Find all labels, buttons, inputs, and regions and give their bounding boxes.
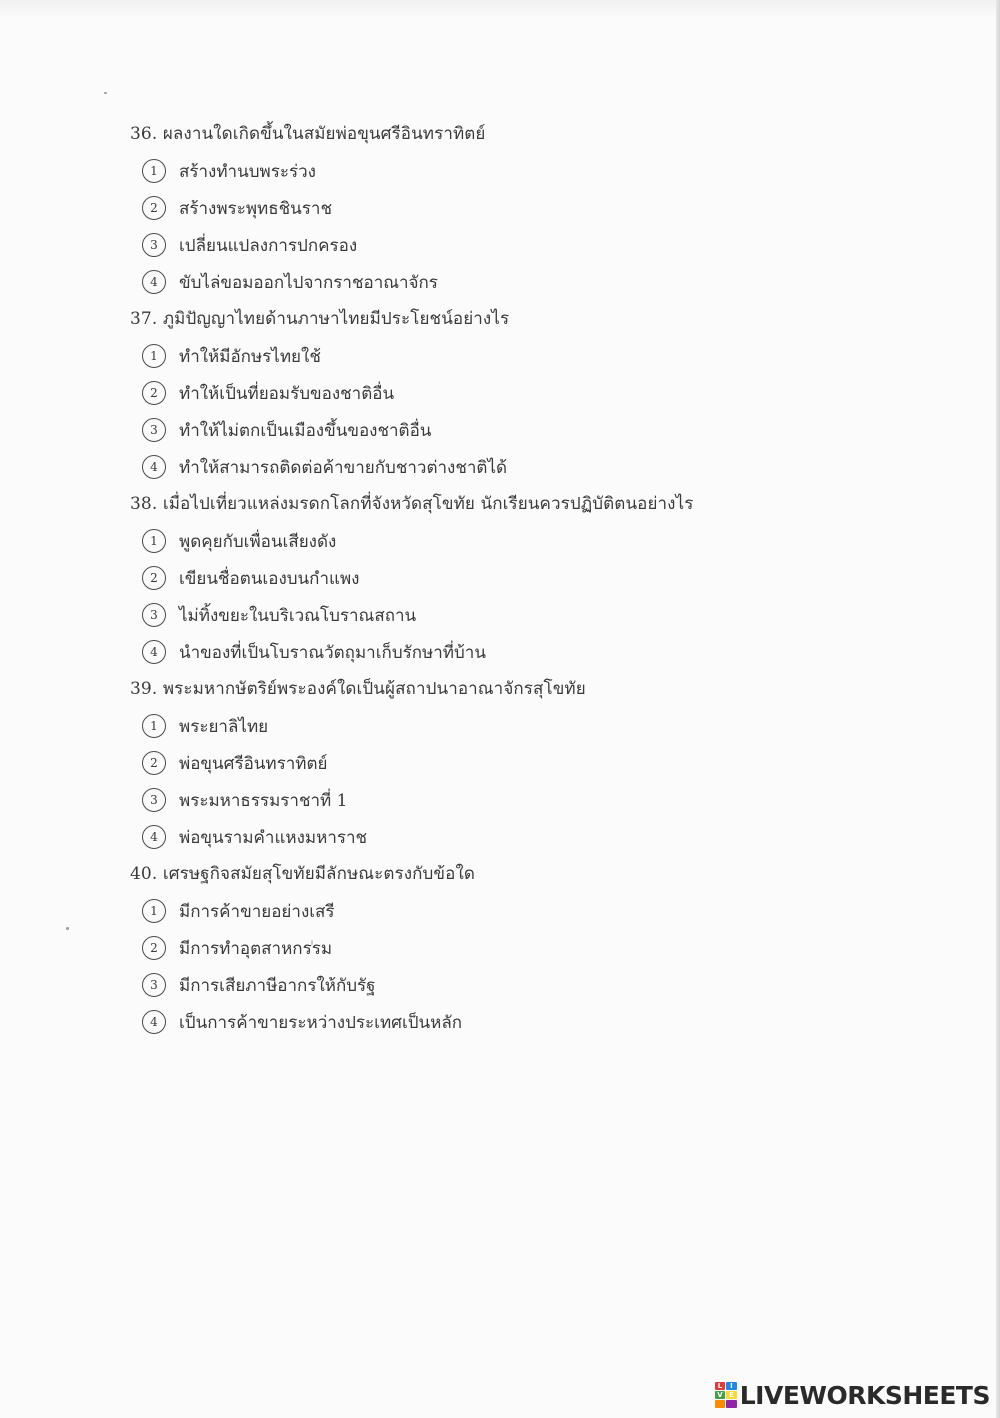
option-number-circle[interactable]: 1 xyxy=(142,529,166,553)
question-text: 37. ภูมิปัญญาไทยด้านภาษาไทยมีประโยชน์อย่างไร xyxy=(130,309,510,329)
option-text: มีการทำอุตสาหกรรม xyxy=(179,938,333,959)
logo-tile: V xyxy=(715,1391,726,1399)
option-number-circle[interactable]: 4 xyxy=(142,455,166,479)
answer-option[interactable] xyxy=(130,270,850,294)
question-36 xyxy=(130,122,850,294)
option-number-circle[interactable]: 3 xyxy=(142,973,166,997)
option-text: ทำให้เป็นที่ยอมรับของชาติอื่น xyxy=(179,383,395,404)
option-number-circle[interactable]: 3 xyxy=(142,603,166,627)
option-text: นำของที่เป็นโบราณวัตถุมาเก็บรักษาที่บ้าน xyxy=(179,642,486,663)
option-text: พ่อขุนศรีอินทราทิตย์ xyxy=(179,753,328,774)
scan-right-edge xyxy=(996,0,1000,1418)
option-text: ขับไล่ขอมออกไปจากราชอาณาจักร xyxy=(179,272,438,293)
logo-tile xyxy=(715,1400,726,1408)
option-number-circle[interactable]: 2 xyxy=(142,566,166,590)
option-text: สร้างทำนบพระร่วง xyxy=(179,161,316,182)
option-number-circle[interactable]: 1 xyxy=(142,899,166,923)
answer-options xyxy=(130,344,850,479)
brand-name: LIVEWORKSHEETS xyxy=(739,1380,990,1410)
logo-tile xyxy=(726,1400,737,1408)
answer-option[interactable] xyxy=(130,418,850,442)
question-text: 36. ผลงานใดเกิดขึ้นในสมัยพ่อขุนศรีอินทราทิตย์ xyxy=(130,124,486,144)
answer-option[interactable] xyxy=(130,640,850,664)
answer-options xyxy=(130,159,850,294)
answer-option[interactable] xyxy=(130,381,850,405)
question-text: 38. เมื่อไปเที่ยวแหล่งมรดกโลกที่จังหวัดสุโขทัย นักเรียนควรปฏิบัติตนอย่างไร xyxy=(130,494,694,514)
answer-options xyxy=(130,529,850,664)
liveworksheets-watermark xyxy=(715,1380,990,1410)
option-text: เป็นการค้าขายระหว่างประเทศเป็นหลัก xyxy=(179,1012,463,1033)
option-number-circle[interactable]: 1 xyxy=(142,159,166,183)
option-number-circle[interactable]: 2 xyxy=(142,936,166,960)
option-text: เปลี่ยนแปลงการปกครอง xyxy=(179,235,358,256)
answer-option[interactable] xyxy=(130,825,850,849)
option-text: ทำให้มีอักษรไทยใช้ xyxy=(179,346,321,367)
answer-option[interactable] xyxy=(130,973,850,997)
option-text: มีการค้าขายอย่างเสรี xyxy=(179,901,335,922)
answer-options xyxy=(130,899,850,1034)
scan-speck xyxy=(104,92,107,94)
option-text: ไม่ทิ้งขยะในบริเวณโบราณสถาน xyxy=(179,605,417,626)
answer-option[interactable] xyxy=(130,529,850,553)
answer-option[interactable] xyxy=(130,899,850,923)
option-number-circle[interactable]: 2 xyxy=(142,751,166,775)
answer-option[interactable] xyxy=(130,159,850,183)
question-40 xyxy=(130,862,850,1034)
option-number-circle[interactable]: 2 xyxy=(142,381,166,405)
option-number-circle[interactable]: 2 xyxy=(142,196,166,220)
scan-top-shade xyxy=(0,0,1000,18)
logo-tile: L xyxy=(715,1382,726,1390)
answer-options xyxy=(130,714,850,849)
answer-option[interactable] xyxy=(130,751,850,775)
answer-option[interactable] xyxy=(130,1010,850,1034)
answer-option[interactable] xyxy=(130,566,850,590)
question-text: 39. พระมหากษัตริย์พระองค์ใดเป็นผู้สถาปนาอาณาจักรสุโขทัย xyxy=(130,679,586,699)
question-37 xyxy=(130,307,850,479)
option-text: ทำให้ไม่ตกเป็นเมืองขึ้นของชาติอื่น xyxy=(179,420,432,441)
scan-speck xyxy=(66,927,69,930)
answer-option[interactable] xyxy=(130,455,850,479)
worksheet xyxy=(130,122,850,1047)
option-number-circle[interactable]: 4 xyxy=(142,825,166,849)
liveworksheets-logo-icon xyxy=(715,1382,737,1408)
answer-option[interactable] xyxy=(130,788,850,812)
question-39 xyxy=(130,677,850,849)
option-number-circle[interactable]: 4 xyxy=(142,270,166,294)
question-38 xyxy=(130,492,850,664)
answer-option[interactable] xyxy=(130,344,850,368)
option-number-circle[interactable]: 1 xyxy=(142,714,166,738)
option-number-circle[interactable]: 3 xyxy=(142,788,166,812)
option-number-circle[interactable]: 4 xyxy=(142,640,166,664)
logo-tile: E xyxy=(726,1391,737,1399)
option-text: เขียนชื่อตนเองบนกำแพง xyxy=(179,568,360,589)
option-text: พระมหาธรรมราชาที่ 1 xyxy=(179,790,348,811)
answer-option[interactable] xyxy=(130,233,850,257)
answer-option[interactable] xyxy=(130,714,850,738)
answer-option[interactable] xyxy=(130,936,850,960)
option-number-circle[interactable]: 3 xyxy=(142,233,166,257)
option-text: พ่อขุนรามคำแหงมหาราช xyxy=(179,827,368,848)
option-text: พระยาลิไทย xyxy=(179,716,269,737)
option-text: ทำให้สามารถติดต่อค้าขายกับชาวต่างชาติได้ xyxy=(179,457,508,478)
answer-option[interactable] xyxy=(130,603,850,627)
option-text: มีการเสียภาษีอากรให้กับรัฐ xyxy=(179,975,376,996)
option-number-circle[interactable]: 3 xyxy=(142,418,166,442)
option-number-circle[interactable]: 1 xyxy=(142,344,166,368)
logo-tile: I xyxy=(726,1382,737,1390)
answer-option[interactable] xyxy=(130,196,850,220)
option-text: พูดคุยกับเพื่อนเสียงดัง xyxy=(179,531,337,552)
question-text: 40. เศรษฐกิจสมัยสุโขทัยมีลักษณะตรงกับข้อใด xyxy=(130,864,476,884)
option-number-circle[interactable]: 4 xyxy=(142,1010,166,1034)
option-text: สร้างพระพุทธชินราช xyxy=(179,198,332,219)
